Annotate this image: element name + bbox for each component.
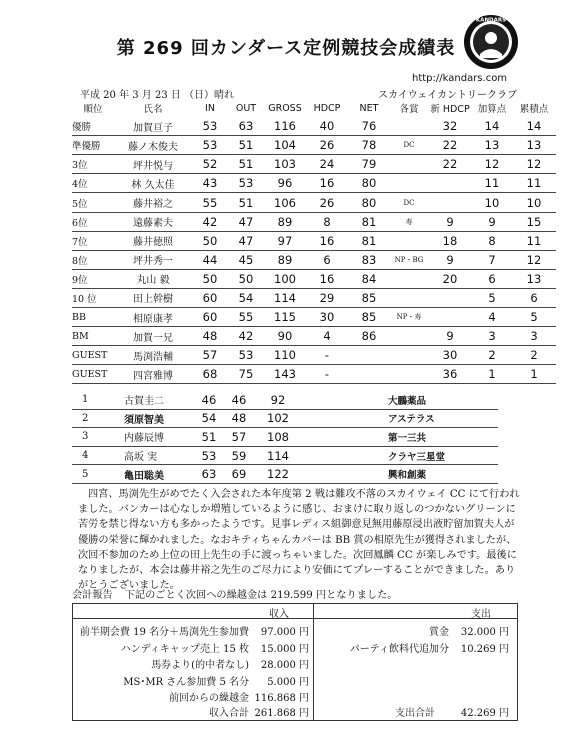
table-row (72, 365, 556, 384)
spacer (302, 391, 388, 409)
cell-gross: 100 (264, 269, 306, 288)
sponsor-cell-no: 4 (72, 446, 124, 465)
income-item-amount: 5.000 円 (267, 676, 309, 688)
cell-prize: DC (390, 193, 428, 212)
income-item-label: ハンディキャップ売上 15 枚 (120, 643, 249, 655)
cell-out: 47 (228, 212, 264, 231)
spacer (302, 409, 388, 428)
sponsor-cell-in: 53 (194, 446, 224, 465)
sponsor-cell-name: 古賀圭二 (124, 391, 194, 409)
cell-gross: 106 (264, 193, 306, 212)
kandars-logo-icon (463, 14, 519, 70)
sponsor-cell-no: 2 (72, 409, 124, 428)
sponsor-cell-in: 51 (194, 428, 224, 447)
cell-prize (390, 174, 428, 193)
cell-in: 53 (192, 136, 228, 155)
cell-new-hdcp (428, 308, 472, 327)
cell-cumulative-points: 6 (512, 288, 556, 307)
cell-out: 55 (228, 308, 264, 327)
expense-header: 支出 (471, 609, 491, 620)
cell-prize: NP・寿 (390, 308, 428, 327)
sponsor-cell-in: 63 (194, 465, 224, 484)
cell-new-hdcp: 20 (428, 269, 472, 288)
sponsor-cell-gross: 102 (254, 409, 302, 428)
column-header-added-points: 加算点 (477, 104, 507, 116)
sponsor-row (72, 391, 498, 409)
income-item-amount: 97.000 円 (260, 627, 309, 638)
cell-gross: 97 (264, 231, 306, 250)
income-total-amount: 261.868 円 (254, 708, 309, 719)
cell-added-points: 10 (472, 193, 512, 212)
income-item-amount: 116.868 円 (254, 693, 309, 705)
cell-in: 57 (192, 346, 228, 365)
cell-gross: 89 (264, 212, 306, 231)
table-row (72, 155, 556, 174)
cell-name: 相原康孝 (114, 308, 192, 327)
sponsor-cell-sponsor: クラヤ三星堂 (388, 446, 498, 465)
cell-net: 83 (348, 250, 390, 269)
cell-added-points: 9 (472, 212, 512, 231)
expense-item-label: パーティ飲料代追加分 (349, 643, 449, 655)
sponsor-cell-sponsor: 興和創薬 (388, 465, 498, 484)
cell-prize (390, 117, 428, 136)
cell-added-points: 3 (472, 327, 512, 346)
event-date: 平成 20 年 3 月 23 日 （日）晴れ (80, 90, 235, 101)
cell-in: 55 (192, 193, 228, 212)
cell-in: 68 (192, 365, 228, 384)
expense-item-label: 賞金 (429, 627, 449, 638)
cell-prize (390, 346, 428, 365)
cell-net (348, 346, 390, 365)
cell-new-hdcp: 9 (428, 327, 472, 346)
sponsor-cell-name: 高坂 実 (124, 446, 194, 465)
sponsor-cell-out: 46 (224, 391, 254, 409)
sponsor-cell-name: 内藤辰博 (124, 428, 194, 447)
cell-out: 47 (228, 231, 264, 250)
column-header-in: IN (205, 102, 215, 114)
cell-new-hdcp: 32 (428, 117, 472, 136)
cell-new-hdcp (428, 193, 472, 212)
cell-hdcp: 40 (306, 117, 348, 136)
income-item-label: 前半期会費 19 名分＋馬渕先生参加費 (79, 627, 249, 638)
cell-name: 藤井裕之 (114, 193, 192, 212)
cell-rank: 優勝 (72, 117, 114, 136)
table-row (72, 231, 556, 250)
expense-total-amount: 42.269 円 (460, 708, 509, 719)
table-row (72, 193, 556, 212)
cell-net (348, 365, 390, 384)
sponsor-cell-gross: 114 (254, 446, 302, 465)
cell-rank: 9位 (72, 269, 114, 288)
cell-name: 林 久太佳 (114, 174, 192, 193)
cell-hdcp: 24 (306, 155, 348, 174)
cell-new-hdcp: 30 (428, 346, 472, 365)
spacer (302, 446, 388, 465)
cell-name: 藤ノ木俊夫 (114, 136, 192, 155)
cell-rank: GUEST (72, 346, 114, 365)
sponsor-cell-name: 須原智美 (124, 409, 194, 428)
expense-total-label: 支出合計 (395, 708, 435, 719)
cell-rank: BB (72, 308, 114, 327)
cell-in: 44 (192, 250, 228, 269)
cell-hdcp: 8 (306, 212, 348, 231)
cell-cumulative-points: 3 (512, 327, 556, 346)
cell-new-hdcp: 22 (428, 136, 472, 155)
sponsor-row (72, 428, 498, 447)
cell-prize: NP・BG (390, 250, 428, 269)
cell-gross: 104 (264, 136, 306, 155)
cell-name: 丸山 毅 (114, 269, 192, 288)
table-row (72, 269, 556, 288)
cell-prize (390, 288, 428, 307)
cell-gross: 115 (264, 308, 306, 327)
table-row (72, 288, 556, 307)
cell-cumulative-points: 13 (512, 269, 556, 288)
column-header-cumulative-points: 累積点 (519, 104, 549, 116)
cell-hdcp: 16 (306, 231, 348, 250)
column-header-gross: GROSS (268, 102, 302, 114)
sponsor-row (72, 446, 498, 465)
cell-out: 45 (228, 250, 264, 269)
cell-net: 86 (348, 327, 390, 346)
cell-added-points: 8 (472, 231, 512, 250)
cell-out: 75 (228, 365, 264, 384)
cell-added-points: 5 (472, 288, 512, 307)
cell-rank: 5位 (72, 193, 114, 212)
cell-hdcp: - (306, 346, 348, 365)
sponsor-cell-no: 1 (72, 391, 124, 409)
cell-gross: 110 (264, 346, 306, 365)
sponsor-cell-sponsor: アステラス (388, 409, 498, 428)
cell-cumulative-points: 14 (512, 117, 556, 136)
cell-net: 78 (348, 136, 390, 155)
spacer (302, 465, 388, 484)
cell-net: 85 (348, 308, 390, 327)
cell-rank: 3位 (72, 155, 114, 174)
sponsor-cell-in: 54 (194, 409, 224, 428)
club-name: スカイウェイカントリークラブ (378, 90, 517, 101)
cell-in: 52 (192, 155, 228, 174)
cell-hdcp: 26 (306, 193, 348, 212)
cell-gross: 90 (264, 327, 306, 346)
cell-hdcp: 16 (306, 269, 348, 288)
results-header-row (72, 99, 556, 117)
cell-out: 50 (228, 269, 264, 288)
cell-gross: 143 (264, 365, 306, 384)
cell-hdcp: 4 (306, 327, 348, 346)
cell-added-points: 13 (472, 136, 512, 155)
cell-rank: 7位 (72, 231, 114, 250)
cell-hdcp: 30 (306, 308, 348, 327)
cell-new-hdcp: 36 (428, 365, 472, 384)
sponsor-row (72, 465, 498, 484)
cell-prize (390, 155, 428, 174)
cell-cumulative-points: 5 (512, 308, 556, 327)
sponsor-cell-out: 69 (224, 465, 254, 484)
cell-name: 馬渕浩輔 (114, 346, 192, 365)
cell-rank: 準優勝 (72, 136, 114, 155)
cell-name: 藤井徳照 (114, 231, 192, 250)
cell-net: 80 (348, 174, 390, 193)
cell-name: 加賀一兄 (114, 327, 192, 346)
income-item-label: 前回からの繰越金 (169, 693, 249, 705)
column-header-prize: 各賞 (399, 104, 419, 116)
accounting-summary: 下記のごとく次回への繰越金は 219.599 円となりました。 (124, 590, 398, 601)
sponsor-cell-sponsor: 第一三共 (388, 428, 498, 447)
cell-new-hdcp: 9 (428, 212, 472, 231)
cell-name: 坪井秀一 (114, 250, 192, 269)
income-item-amount: 15.000 円 (260, 643, 309, 655)
column-header-net: NET (359, 102, 379, 114)
cell-hdcp: - (306, 365, 348, 384)
cell-in: 43 (192, 174, 228, 193)
results-table (72, 99, 556, 384)
cell-in: 48 (192, 327, 228, 346)
table-row (72, 250, 556, 269)
sponsor-cell-gross: 122 (254, 465, 302, 484)
table-row (72, 346, 556, 365)
cell-added-points: 12 (472, 155, 512, 174)
sponsor-cell-sponsor: 大鵬薬品 (388, 391, 498, 409)
column-header-hdcp: HDCP (313, 102, 341, 114)
cell-prize (390, 269, 428, 288)
income-item-label: MS･MR さん参加費 5 名分 (123, 676, 249, 688)
cell-cumulative-points: 1 (512, 365, 556, 384)
cell-net: 80 (348, 193, 390, 212)
sponsor-cell-out: 59 (224, 446, 254, 465)
cell-prize: 寿 (390, 212, 428, 231)
cell-prize (390, 231, 428, 250)
cell-out: 54 (228, 288, 264, 307)
sponsor-cell-gross: 92 (254, 391, 302, 409)
sponsor-cell-name: 亀田聡美 (124, 465, 194, 484)
cell-in: 53 (192, 117, 228, 136)
cell-cumulative-points: 10 (512, 193, 556, 212)
cell-prize: DC (390, 136, 428, 155)
cell-rank: BM (72, 327, 114, 346)
expense-item-amount: 10.269 円 (460, 643, 509, 655)
cell-net: 85 (348, 288, 390, 307)
cell-in: 60 (192, 308, 228, 327)
table-row (72, 136, 556, 155)
cell-added-points: 1 (472, 365, 512, 384)
column-header-rank: 順位 (83, 104, 103, 116)
cell-rank: 6位 (72, 212, 114, 231)
income-total-label: 収入合計 (209, 708, 249, 719)
cell-in: 42 (192, 212, 228, 231)
cell-name: 坪井悦与 (114, 155, 192, 174)
cell-out: 51 (228, 193, 264, 212)
cell-cumulative-points: 12 (512, 250, 556, 269)
cell-added-points: 11 (472, 174, 512, 193)
cell-out: 53 (228, 174, 264, 193)
accounting-header-rule (73, 604, 517, 619)
cell-gross: 114 (264, 288, 306, 307)
sponsor-table (72, 391, 498, 484)
cell-added-points: 2 (472, 346, 512, 365)
cell-gross: 103 (264, 155, 306, 174)
cell-new-hdcp (428, 288, 472, 307)
accounting-divider (313, 604, 314, 720)
column-header-new-hdcp: 新 HDCP (430, 104, 470, 116)
table-row (72, 308, 556, 327)
cell-net: 81 (348, 212, 390, 231)
cell-cumulative-points: 2 (512, 346, 556, 365)
table-row (72, 174, 556, 193)
cell-gross: 96 (264, 174, 306, 193)
cell-added-points: 14 (472, 117, 512, 136)
sponsor-cell-in: 46 (194, 391, 224, 409)
income-item-label: 馬券より(的中者なし) (151, 660, 249, 672)
expense-item-amount: 32.000 円 (460, 627, 509, 638)
cell-net: 79 (348, 155, 390, 174)
cell-name: 加賀亘子 (114, 117, 192, 136)
page-title: 第 269 回カンダース定例競技会成績表 (116, 38, 456, 59)
cell-out: 51 (228, 136, 264, 155)
cell-out: 53 (228, 346, 264, 365)
cell-net: 81 (348, 231, 390, 250)
sponsor-cell-out: 48 (224, 409, 254, 428)
income-header: 収入 (269, 609, 289, 620)
sponsor-cell-gross: 108 (254, 428, 302, 447)
cell-new-hdcp (428, 174, 472, 193)
table-row (72, 327, 556, 346)
cell-prize (390, 365, 428, 384)
cell-hdcp: 26 (306, 136, 348, 155)
cell-added-points: 6 (472, 269, 512, 288)
cell-rank: 4位 (72, 174, 114, 193)
cell-in: 50 (192, 231, 228, 250)
cell-prize (390, 327, 428, 346)
cell-name: 四宮雅博 (114, 365, 192, 384)
column-header-out: OUT (235, 102, 257, 114)
cell-added-points: 7 (472, 250, 512, 269)
sponsor-cell-out: 57 (224, 428, 254, 447)
cell-added-points: 4 (472, 308, 512, 327)
column-header-name: 氏名 (143, 104, 163, 116)
cell-net: 76 (348, 117, 390, 136)
cell-cumulative-points: 11 (512, 174, 556, 193)
sponsor-row (72, 409, 498, 428)
cell-hdcp: 6 (306, 250, 348, 269)
cell-rank: 10 位 (72, 288, 114, 307)
cell-net: 84 (348, 269, 390, 288)
cell-cumulative-points: 13 (512, 136, 556, 155)
accounting-title: 会計報告 (72, 590, 113, 601)
income-item-amount: 28.000 円 (260, 660, 309, 672)
accounting-box (72, 603, 518, 721)
cell-in: 60 (192, 288, 228, 307)
table-row (72, 212, 556, 231)
cell-in: 50 (192, 269, 228, 288)
accounting-heading (72, 586, 397, 601)
event-report: 四宮、馬渕先生がめでたく入会された本年度第 2 戦は難攻不落のスカイウェイ CC にて行われました。バンカーは心なしか増殖しているように感じ、おまけに取り返しのつかないグリーンに苦労を禁じ得ない方も多かったようです。見事レディス組御意見無用藤原浸出液貯留加賀夫人が優勝の栄誉に輝かれました。なおキティちゃんカバーは BB 賞の相原先生が獲得されましたが、次回不参加のため上位の田上先生の手に渡っちゃいました。次回鳳麟 CC が楽しみです。最後になりましたが、本会は藤井裕之先生のご尽力により安価にてプレーすることができました。ありがとうございました。 (78, 489, 520, 592)
cell-out: 42 (228, 327, 264, 346)
table-row (72, 117, 556, 136)
cell-name: 遠藤素夫 (114, 212, 192, 231)
cell-new-hdcp: 22 (428, 155, 472, 174)
cell-new-hdcp: 18 (428, 231, 472, 250)
cell-gross: 116 (264, 117, 306, 136)
cell-name: 田上幹樹 (114, 288, 192, 307)
cell-out: 63 (228, 117, 264, 136)
cell-new-hdcp: 9 (428, 250, 472, 269)
spacer (302, 428, 388, 447)
logo-text: KANDARS (475, 17, 507, 24)
sponsor-cell-no: 3 (72, 428, 124, 447)
cell-out: 51 (228, 155, 264, 174)
cell-hdcp: 29 (306, 288, 348, 307)
cell-cumulative-points: 12 (512, 155, 556, 174)
cell-cumulative-points: 11 (512, 231, 556, 250)
cell-gross: 89 (264, 250, 306, 269)
cell-cumulative-points: 15 (512, 212, 556, 231)
cell-hdcp: 16 (306, 174, 348, 193)
sponsor-cell-no: 5 (72, 465, 124, 484)
cell-rank: GUEST (72, 365, 114, 384)
cell-rank: 8位 (72, 250, 114, 269)
site-url: http://kandars.com (412, 73, 508, 84)
